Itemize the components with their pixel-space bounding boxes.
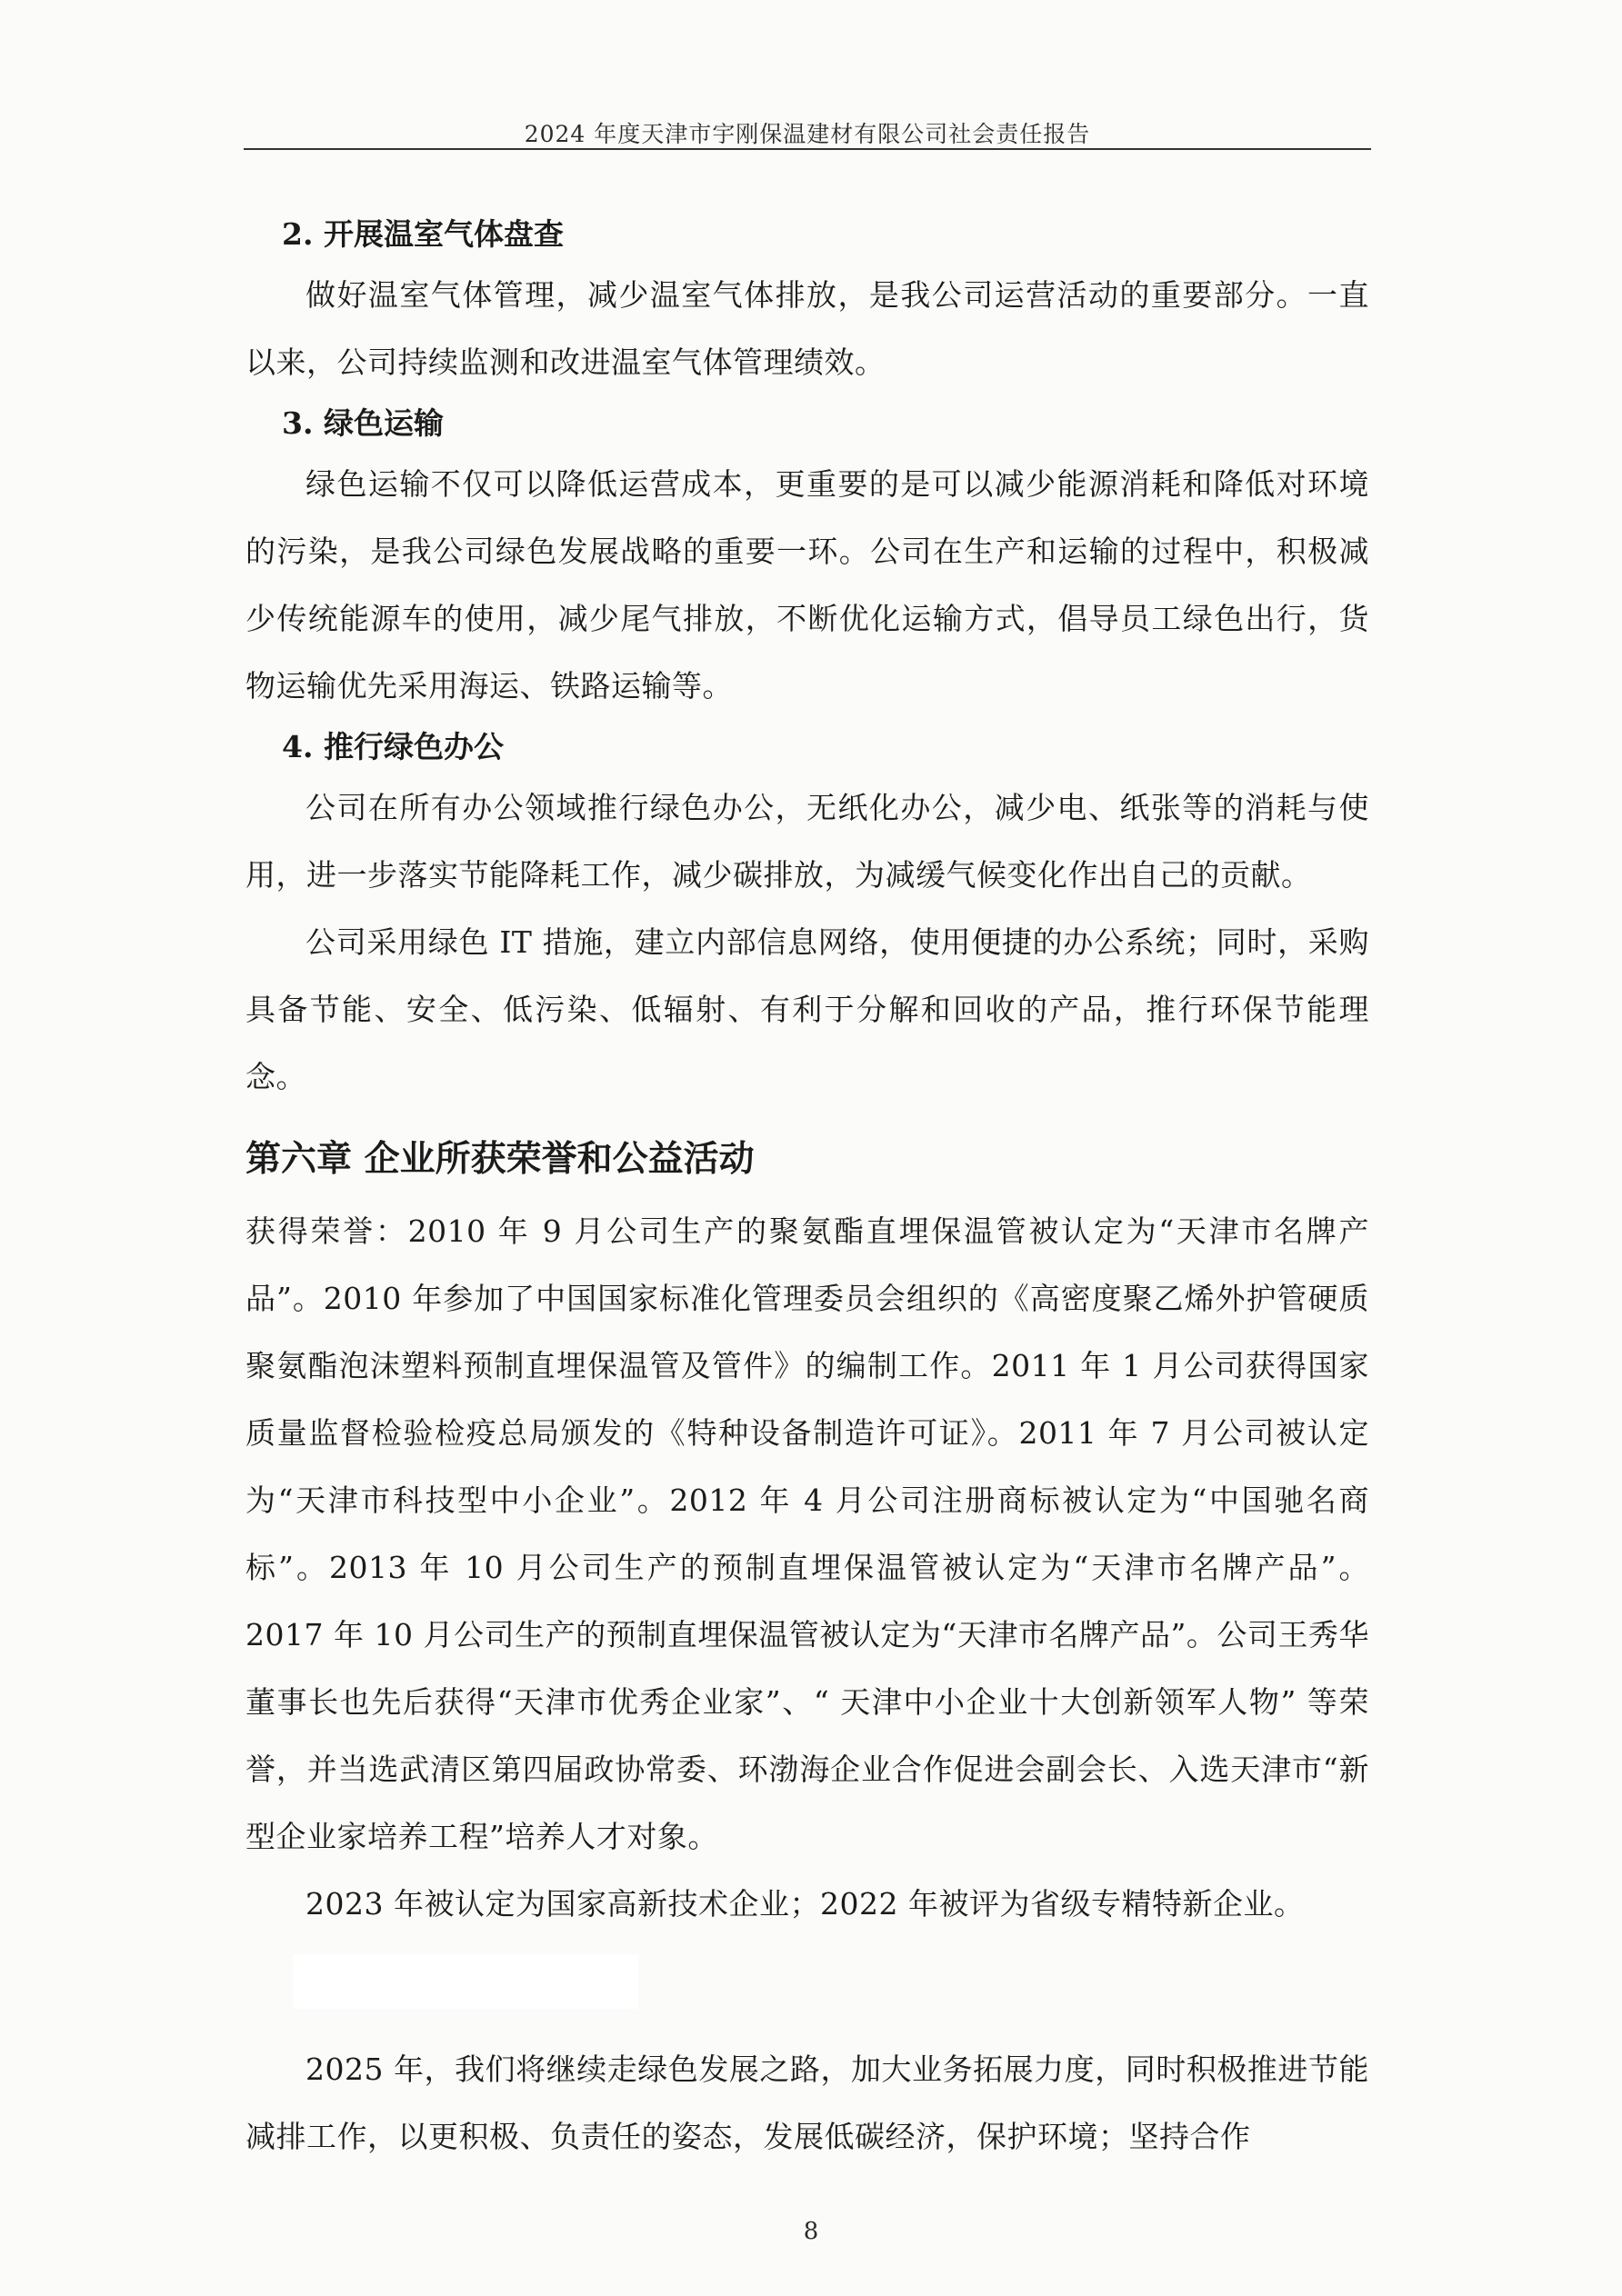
page-body — [245, 207, 1369, 2171]
section-heading-green-office: 4. 推行绿色办公 — [282, 729, 504, 764]
page-number: 8 — [803, 2218, 819, 2245]
paragraph-green-office-2: 公司采用绿色 IT 措施，建立内部信息网络，使用便捷的办公系统；同时，采购具备节能、安全、低污染、低辐射、有利于分解和回收的产品，推行环保节能理念。 — [245, 924, 1369, 1094]
paragraph-honors: 获得荣誉：2010 年 9 月公司生产的聚氨酯直埋保温管被认定为“天津市名牌产品”。2010 年参加了中国国家标准化管理委员会组织的《高密度聚乙烯外护管硬质聚氨酯泡沫塑料预制直埋保温管及管件》的编制工作。2011 年 1 月公司获得国家质量监督检验检疫总局颁发的《特种设备制造许可证》。2011 年 7 月公司被认定为“天津市科技型中小企业”。2012 年 4 月公司注册商标被认定为“中国驰名商标”。2013 年 10 月公司生产的预制直埋保温管被认定为“天津市名牌产品”。2017 年 10 月公司生产的预制直埋保温管被认定为“天津市名牌产品”。公司王秀华董事长也先后获得“天津市优秀企业家”、“ 天津中小企业十大创新领军人物” 等荣誉，并当选武清区第四届政协常委、环渤海企业合作促进会副会长、入选天津市“新型企业家培养工程”培养人才对象。 — [245, 1213, 1369, 1854]
section-heading-ghg: 2. 开展温室气体盘查 — [282, 216, 564, 252]
header-rule — [244, 148, 1371, 150]
paragraph-high-tech: 2023 年被认定为国家高新技术企业；2022 年被评为省级专精特新企业。 — [305, 1886, 1305, 1922]
section-heading-green-transport: 3. 绿色运输 — [282, 405, 444, 441]
paragraph-green-office-1: 公司在所有办公领域推行绿色办公，无纸化办公，减少电、纸张等的消耗与使用，进一步落实节能降耗工作，减少碳排放，为减缓气候变化作出自己的贡献。 — [245, 790, 1369, 893]
chapter-title: 第六章 企业所获荣誉和公益活动 — [245, 1138, 755, 1180]
redacted-block — [293, 1954, 638, 2009]
paragraph-outlook: 2025 年，我们将继续走绿色发展之路，加大业务拓展力度，同时积极推进节能减排工作，以更积极、负责任的姿态，发展低碳经济，保护环境；坚持合作 — [245, 2051, 1369, 2154]
paragraph-green-transport: 绿色运输不仅可以降低运营成本，更重要的是可以减少能源消耗和降低对环境的污染，是我公司绿色发展战略的重要一环。公司在生产和运输的过程中，积极减少传统能源车的使用，减少尾气排放，不断优化运输方式，倡导员工绿色出行，货物运输优先采用海运、铁路运输等。 — [245, 466, 1369, 704]
paragraph-ghg: 做好温室气体管理，减少温室气体排放，是我公司运营活动的重要部分。一直以来，公司持续监测和改进温室气体管理绩效。 — [245, 277, 1369, 380]
running-header: 2024 年度天津市宇刚保温建材有限公司社会责任报告 — [524, 121, 1091, 147]
